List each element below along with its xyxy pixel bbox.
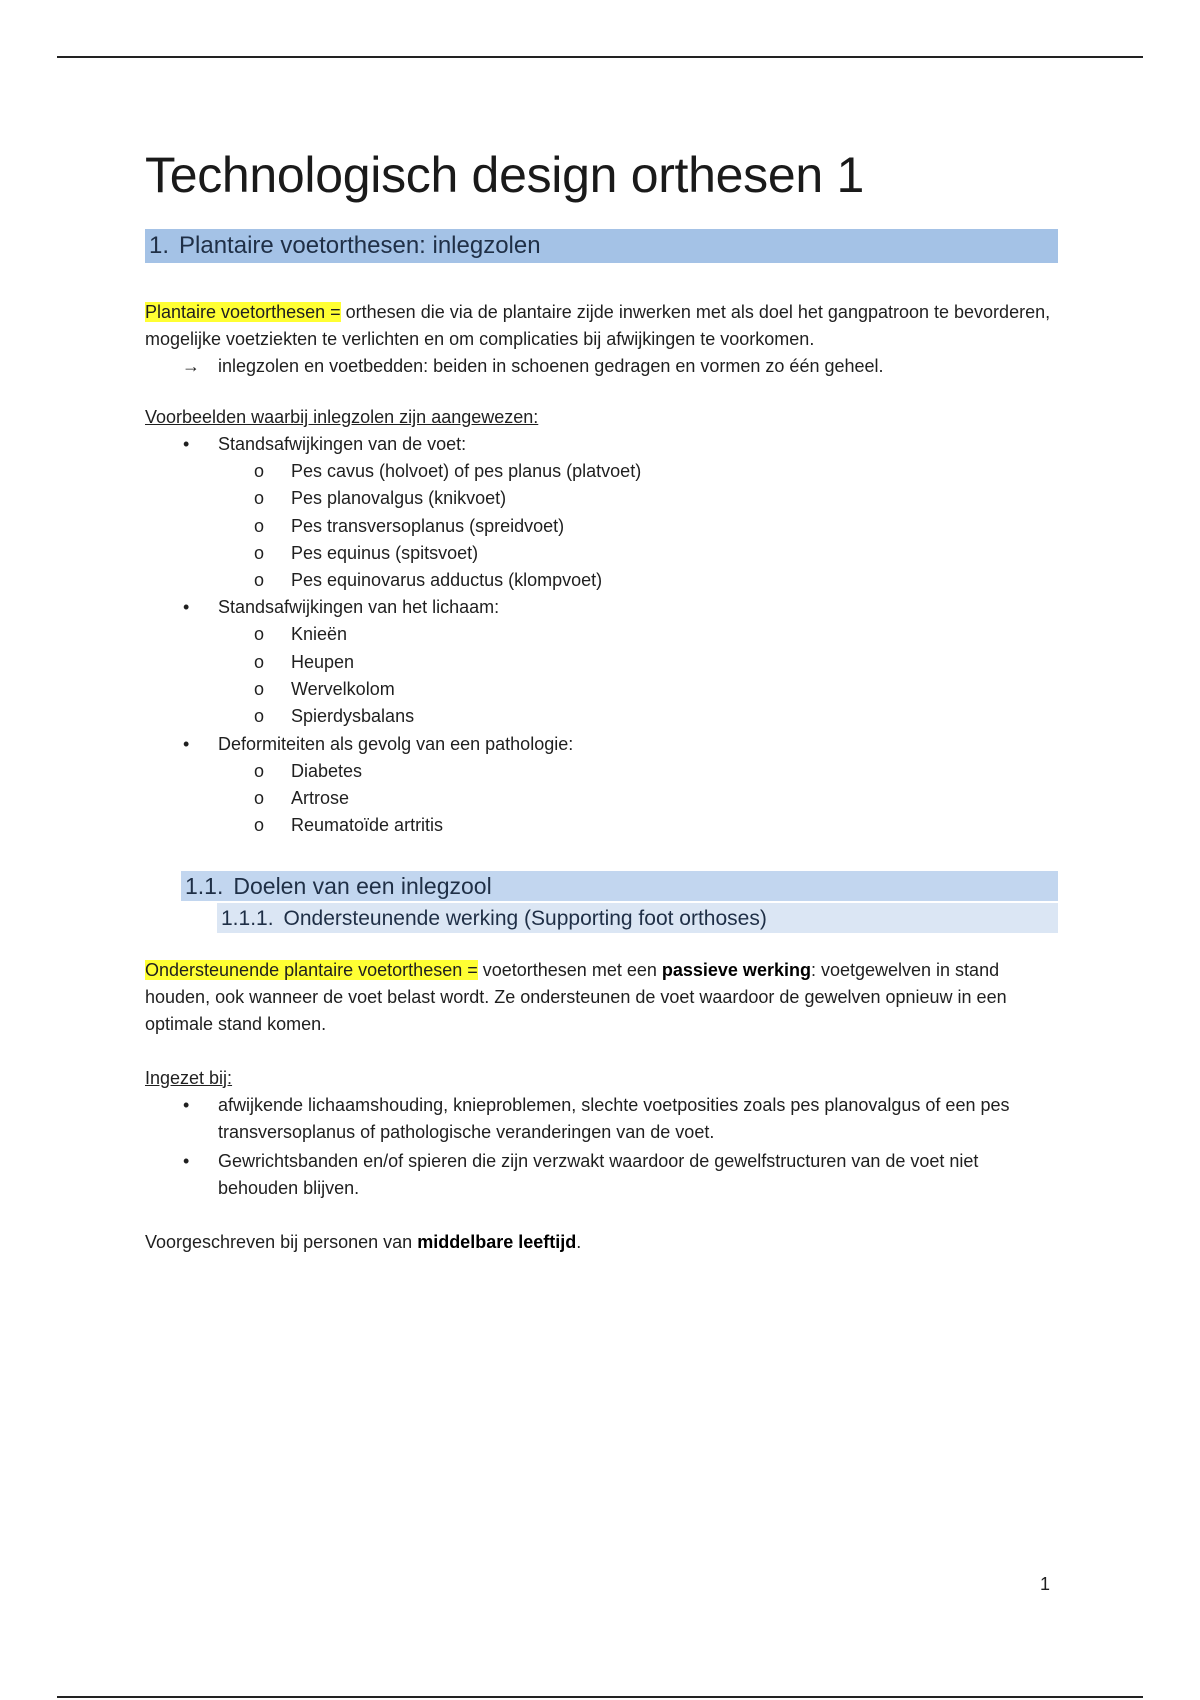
list-item-text: afwijkende lichaamshouding, knieproblemen, slechte voetposities zoals pes planovalgus of een pes transversoplanus of pathologische veranderingen van de voet. — [218, 1094, 1010, 1142]
circle-bullet-icon: o — [254, 706, 265, 727]
highlighted-term: Plantaire voetorthesen = — [145, 302, 341, 322]
list-item — [145, 431, 1058, 594]
sub-list-item — [218, 458, 1058, 485]
list-item — [145, 731, 1058, 840]
circle-bullet-icon: o — [254, 570, 265, 591]
used-for-heading: Ingezet bij: — [145, 1067, 233, 1088]
sub-list-item-text: Pes planovalgus (knikvoet) — [291, 488, 507, 509]
list-item — [145, 1148, 1058, 1202]
highlighted-term: Ondersteunende plantaire voetorthesen = — [145, 959, 478, 980]
definition-text: voetorthesen met een — [477, 959, 662, 980]
heading-number: 1.1. — [185, 872, 224, 899]
heading-section-1 — [145, 229, 1058, 263]
sub-list — [218, 458, 1058, 594]
arrow-icon: → — [182, 356, 200, 376]
circle-bullet-icon: o — [254, 787, 265, 808]
sub-list-item-text: Diabetes — [291, 760, 363, 781]
sub-list-item-text: Spierdysbalans — [291, 706, 415, 727]
list-item-label: Standsafwijkingen van de voet: — [218, 434, 467, 454]
sub-list-item — [218, 513, 1058, 540]
circle-bullet-icon: o — [254, 542, 265, 563]
circle-bullet-icon: o — [254, 760, 265, 781]
circle-bullet-icon: o — [254, 679, 265, 700]
sub-list-item — [218, 812, 1058, 839]
bullet-icon: • — [183, 1094, 190, 1115]
sub-list-item — [218, 785, 1058, 812]
prescribed-paragraph — [145, 1229, 1058, 1256]
bold-term: passieve werking — [661, 959, 811, 980]
sub-list — [218, 621, 1058, 730]
sub-list-item-text: Wervelkolom — [291, 679, 395, 700]
document-title: Technologisch design orthesen 1 — [145, 147, 864, 203]
circle-bullet-icon: o — [254, 488, 265, 509]
circle-bullet-icon: o — [254, 515, 265, 536]
circle-bullet-icon: o — [254, 651, 265, 672]
heading-number: 1.1.1. — [221, 906, 274, 930]
arrow-note-text: inlegzolen en voetbedden: beiden in schoenen gedragen en vormen zo één geheel. — [218, 356, 884, 376]
sub-list-item-text: Pes equinus (spitsvoet) — [291, 542, 479, 563]
sub-list-item — [218, 540, 1058, 567]
list-item — [145, 1092, 1058, 1146]
bullet-icon: • — [183, 1150, 190, 1171]
arrow-note — [182, 353, 1058, 380]
used-for-list — [145, 1092, 1058, 1202]
bold-term: middelbare leeftijd — [417, 1231, 577, 1252]
definition-text: : voetgewelven in stand houden, ook wanneer de voet belast wordt. Ze ondersteunen de voet waardoor de gewelven opnieuw in een optimale stand komen. — [145, 959, 1007, 1034]
sub-list-item-text: Pes transversoplanus (spreidvoet) — [291, 515, 565, 536]
document-page — [145, 145, 1058, 1256]
heading-section-1-1-1 — [217, 903, 1058, 933]
sub-list-item-text: Pes cavus (holvoet) of pes planus (platvoet) — [291, 461, 642, 481]
sub-list — [218, 758, 1058, 840]
sub-list-item — [218, 676, 1058, 703]
bottom-rule — [57, 1696, 1143, 1698]
page-number: 1 — [1040, 1574, 1051, 1594]
list-item-text: Gewrichtsbanden en/of spieren die zijn verzwakt waardoor de gewelfstructuren van de voet niet behouden blijven. — [218, 1150, 979, 1198]
heading-text: Doelen van een inlegzool — [233, 872, 492, 899]
bullet-icon: • — [183, 733, 190, 754]
sub-list-item — [218, 758, 1058, 785]
sub-list-item-text: Knieën — [291, 624, 348, 645]
sub-list-item-text: Artrose — [291, 787, 350, 808]
list-item — [145, 594, 1058, 730]
circle-bullet-icon: o — [254, 461, 265, 481]
sub-list-item — [218, 703, 1058, 730]
heading-text: Ondersteunende werking (Supporting foot orthoses) — [283, 906, 767, 930]
sub-list-item — [218, 621, 1058, 648]
examples-heading: Voorbeelden waarbij inlegzolen zijn aangewezen: — [145, 407, 539, 427]
bullet-icon: • — [183, 597, 190, 618]
supporting-definition-paragraph — [145, 957, 1058, 1038]
sub-list-item-text: Reumatoïde artritis — [291, 815, 444, 836]
top-rule — [57, 56, 1143, 58]
list-item-label: Deformiteiten als gevolg van een pathologie: — [218, 733, 574, 754]
sub-list-item-text: Pes equinovarus adductus (klompvoet) — [291, 570, 603, 591]
heading-section-1-1 — [181, 871, 1058, 901]
sub-list-item — [218, 649, 1058, 676]
definition-paragraph — [145, 299, 1058, 353]
circle-bullet-icon: o — [254, 815, 265, 836]
definition-text: orthesen die via de plantaire zijde inwerken met als doel het gangpatroon te bevorderen, mogelijke voetziekten te verlichten en om complicaties bij afwijkingen te voorkomen. — [145, 302, 1051, 349]
prescribed-text: Voorgeschreven bij personen van — [145, 1231, 418, 1252]
sub-list-item — [218, 567, 1058, 594]
list-item-label: Standsafwijkingen van het lichaam: — [218, 597, 500, 618]
bullet-icon: • — [183, 434, 190, 454]
prescribed-end: . — [576, 1231, 582, 1252]
heading-number: 1. — [149, 232, 170, 259]
heading-text: Plantaire voetorthesen: inlegzolen — [179, 232, 541, 259]
circle-bullet-icon: o — [254, 624, 265, 645]
examples-list — [145, 431, 1058, 840]
sub-list-item-text: Heupen — [291, 651, 355, 672]
sub-list-item — [218, 485, 1058, 512]
